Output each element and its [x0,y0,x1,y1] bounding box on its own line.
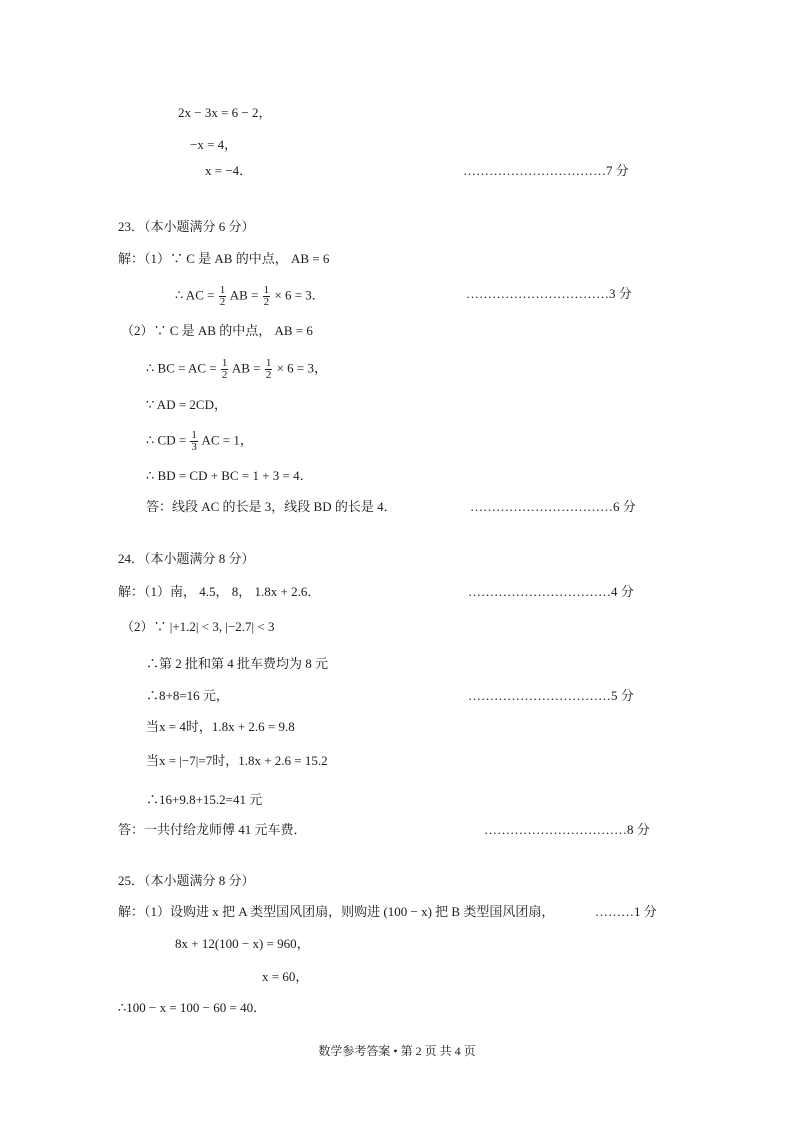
solution-line: ∴ BC = AC = $\frac{1}{2}$ AB = $\frac{1}{2}$ × 6 = 3， [146,357,327,381]
question-23-title: 23．（本小题满分 6 分） [118,219,255,234]
solution-line: 当x = 4时，1.8x + 2.6 = 9.8 [146,719,295,734]
solution-line: ∴100 − x = 100 − 60 = 40． [118,1000,267,1015]
fraction-half: $\frac{1}{2}$ [219,284,226,308]
solution-line: 8x + 12(100 − x) = 960， [175,936,310,951]
solution-line: ∴ BD = CD + BC = 1 + 3 = 4． [146,468,313,483]
score-marker: ……………………………7 分 [463,163,629,178]
score-marker: ……………………………4 分 [468,584,634,599]
question-25-title: 25．（本小题满分 8 分） [118,873,255,888]
fraction-half: $\frac{1}{2}$ [221,357,228,381]
question-24-title: 24．（本小题满分 8 分） [118,551,255,566]
fraction-third: $\frac{1}{3}$ [191,429,197,453]
solution-line: （2）∵ C 是 AB 的中点， AB = 6 [121,323,313,338]
score-marker: ……………………………3 分 [466,286,632,301]
solution-line: 解：（1）∵ C 是 AB 的中点， AB = 6 [118,251,330,266]
score-marker: ……………………………8 分 [484,822,650,837]
page-footer: 数学参考答案 • 第 2 页 共 4 页 [318,1044,476,1058]
solution-line: ∴ AC = $\frac{1}{2}$ AB = $\frac{1}{2}$ × 6 = 3． [175,284,325,308]
equation-line: x = −4． [205,163,253,178]
solution-line: 解：（1）设购进 x 把 A 类型国风团扇，则购进 (100 − x) 把 B 类型国风团扇， [118,904,555,919]
solution-line: ∴16+9.8+15.2=41 元 [146,792,263,807]
equation-line: 2x − 3x = 6 − 2， [178,105,272,120]
solution-line: ∴8+8=16 元， [146,688,229,703]
solution-line: ∴ CD = $\frac{1}{3}$ AC = 1， [146,429,253,453]
solution-line: 解：（1）南， 4.5， 8， 1.8x + 2.6． [118,584,321,599]
answer-line: 答：一共付给龙师傅 41 元车费． [118,822,307,837]
solution-line: 当x = |−7|=7时，1.8x + 2.6 = 15.2 [146,753,328,768]
equation-line: −x = 4， [190,137,238,152]
score-marker: ……………………………5 分 [468,688,634,703]
solution-line: ∵ AD = 2CD， [146,397,227,412]
solution-line: （2）∵ |+1.2| < 3, |−2.7| < 3 [121,619,275,634]
score-marker: ……………………………6 分 [470,499,636,514]
fraction-half: $\frac{1}{2}$ [265,357,272,381]
fraction-half: $\frac{1}{2}$ [263,284,270,308]
solution-line: ∴第 2 批和第 4 批车费均为 8 元 [146,656,329,671]
solution-line: x = 60， [262,969,309,984]
answer-line: 答：线段 AC 的长是 3，线段 BD 的长是 4． [146,499,397,514]
score-marker: ………1 分 [595,904,657,919]
